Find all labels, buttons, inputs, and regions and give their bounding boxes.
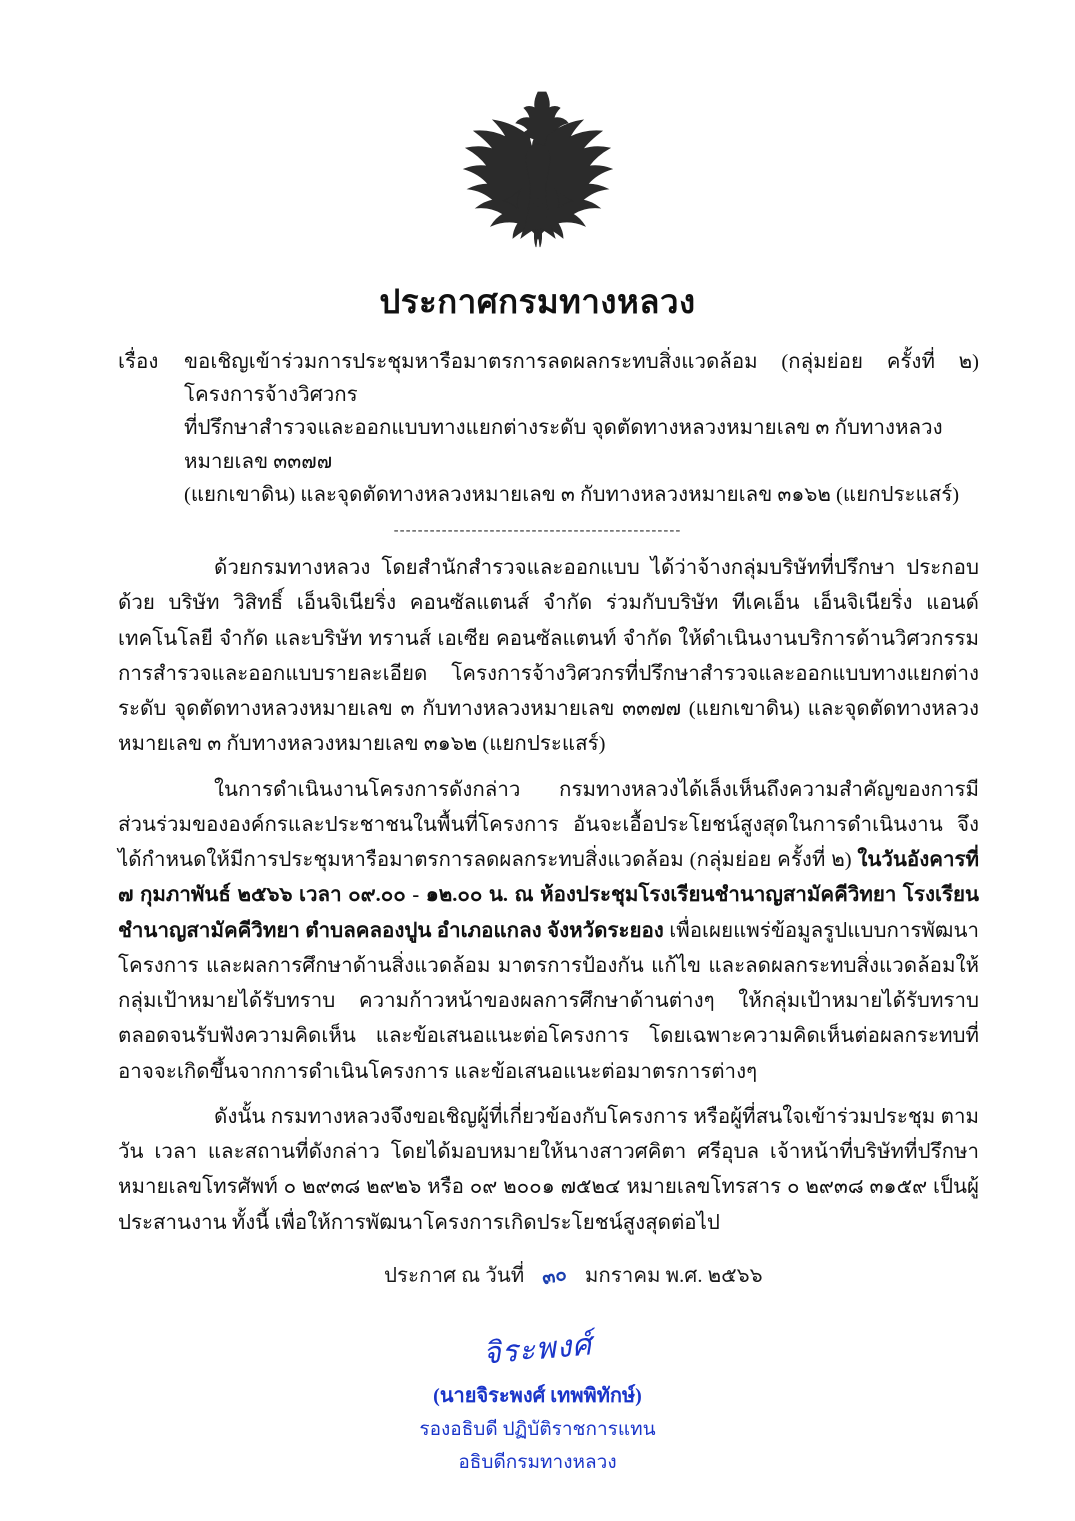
paragraph-2	[118, 773, 979, 1090]
emblem-container	[0, 0, 1075, 259]
subject-label: เรื่อง	[118, 351, 159, 373]
document-body	[0, 551, 1075, 1241]
paragraph-1: ด้วยกรมทางหลวง โดยสำนักสำรวจและออกแบบ ได้ว่าจ้างกลุ่มบริษัทที่ปรึกษา ประกอบด้วย บริษัท วิสิทธิ์ เอ็นจิเนียริ่ง คอนซัลแตนส์ จำกัด ร่วมกับบริษัท ทีเคเอ็น เอ็นจิเนียริ่ง แอนด์ เทคโนโลยี จำกัด และบริษัท ทรานส์ เอเซีย คอนซัลแตนท์ จำกัด ให้ดำเนินงานบริการด้านวิศวกรรมการสำรวจและออกแบบรายละเอียด โครงการจ้างวิศวกรที่ปรึกษาสำรวจและออกแบบทางแยกต่างระดับ จุดตัดทางหลวงหมายเลข ๓ กับทางหลวงหมายเลข ๓๓๗๗ (แยกเขาดิน) และจุดตัดทางหลวงหมายเลข ๓ กับทางหลวงหมายเลข ๓๑๖๒ (แยกประแสร์)	[118, 557, 979, 756]
paragraph-2-before: ในการดำเนินงานโครงการดังกล่าว กรมทางหลวงได้เล็งเห็นถึงความสำคัญของการมีส่วนร่วมขององค์กรและประชาชนในพื้นที่โครงการ อันจะเอื้อประโยชน์สูงสุดในการดำเนินงาน จึงได้กำหนดให้มีการประชุมหารือมาตรการลดผลกระทบสิ่งแวดล้อม (กลุ่มย่อย ครั้งที่ ๒)	[118, 778, 979, 872]
paragraph-2-after: เพื่อเผยแพร่ข้อมูลรูปแบบการพัฒนาโครงการ และผลการศึกษาด้านสิ่งแวดล้อม มาตรการป้องกัน แก้ไข และลดผลกระทบสิ่งแวดล้อมให้กลุ่มเป้าหมายได้รับทราบ ความก้าวหน้าของผลการศึกษาด้านต่างๆ ให้กลุ่มเป้าหมายได้รับทราบ ตลอดจนรับฟังความคิดเห็น และข้อเสนอแนะต่อโครงการ โดยเฉพาะความคิดเห็นต่อผลกระทบที่อาจจะเกิดขึ้นจากการดำเนินโครงการ และข้อเสนอแนะต่อมาตรการต่างๆ	[118, 919, 979, 1083]
signature-scribble: จิระพงศ์	[481, 1327, 594, 1372]
paragraph-3: ดังนั้น กรมทางหลวงจึงขอเชิญผู้ที่เกี่ยวข้องกับโครงการ หรือผู้ที่สนใจเข้าร่วมประชุม ตามวัน เวลา และสถานที่ดังกล่าว โดยได้มอบหมายให้นางสาวศคิตา ศรีอุบล เจ้าหน้าที่บริษัทที่ปรึกษา หมายเลขโทรศัพท์ ๐ ๒๙๓๘ ๒๙๒๖ หรือ ๐๙ ๒๐๐๑ ๗๕๒๔ หมายเลขโทรสาร ๐ ๒๙๓๘ ๓๑๕๙ เป็นผู้ประสานงาน ทั้งนี้ เพื่อให้การพัฒนาโครงการเกิดประโยชน์สูงสุดต่อไป	[118, 1105, 979, 1234]
signer-position-line-1: รองอธิบดี ปฏิบัติราชการแทน	[419, 1418, 656, 1440]
paragraph-2-meeting-details: ในวันอังคารที่ ๗ กุมภาพันธ์ ๒๕๖๖ เวลา ๐๙.๐๐ - ๑๒.๐๐ น. ณ ห้องประชุมโรงเรียนชำนาญสามัคคีวิทยา โรงเรียนชำนาญสามัคคีวิทยา ตำบลคลองปูน อำเภอแกลง จังหวัดระยอง	[118, 849, 979, 942]
document-title: ประกาศกรมทางหลวง	[379, 285, 696, 321]
subject-block	[0, 346, 1075, 512]
subject-line-2: ที่ปรึกษาสำรวจและออกแบบทางแยกต่างระดับ จุดตัดทางหลวงหมายเลข ๓ กับทางหลวงหมายเลข ๓๓๗๗	[184, 417, 943, 473]
date-month-year: มกราคม พ.ศ. ๒๕๖๖	[584, 1264, 763, 1287]
date-lead-label: ประกาศ ณ วันที่	[384, 1264, 525, 1287]
subject-line-1: ขอเชิญเข้าร่วมการประชุมหารือมาตรการลดผลกระทบสิ่งแวดล้อม (กลุ่มย่อย ครั้งที่ ๒) โครงการจ้างวิศวกร	[184, 351, 979, 407]
announcement-date-line	[0, 1259, 1075, 1292]
dashed-divider: ------------------------------------------------	[393, 522, 682, 540]
subject-line-3: (แยกเขาดิน) และจุดตัดทางหลวงหมายเลข ๓ กับทางหลวงหมายเลข ๓๑๖๒ (แยกประแสร์)	[184, 483, 960, 506]
signature-block	[0, 1326, 1075, 1477]
garuda-emblem	[443, 84, 633, 259]
subject-row	[118, 346, 979, 412]
signer-position-line-2: อธิบดีกรมทางหลวง	[458, 1451, 617, 1473]
signer-name: (นายจิระพงศ์ เทพพิทักษ์)	[433, 1384, 642, 1407]
handwritten-day: ๓๐	[540, 1262, 569, 1290]
